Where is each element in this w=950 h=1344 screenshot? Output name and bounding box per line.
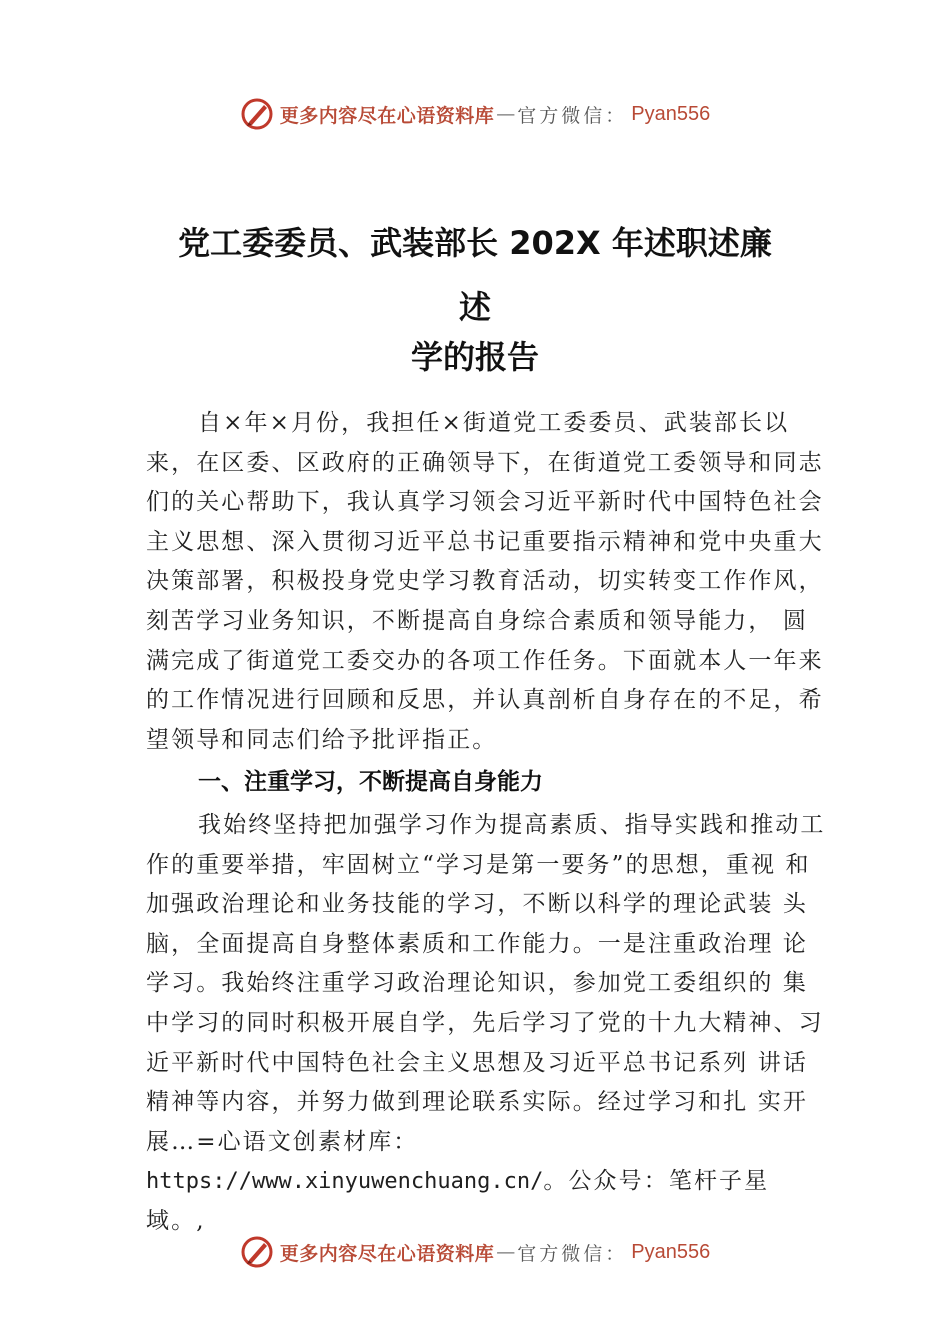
header-banner: [0, 94, 950, 134]
footer-banner: [0, 1232, 950, 1272]
intro-paragraph: 自×年×月份，我担任×街道党工委委员、武装部长以来，在区委、区政府的正确领导下，在街道党工委领导和同志们的关心帮助下，我认真学习领会习近平新时代中国特色社会主义思想、深入贯彻习近平总书记重要指示精神和党中央重大决策部署，积极投身党史学习教育活动，切实转变工作作风，刻苦学习业务知识，不断提高自身综合素质和领导能力， 圆满完成了街道党工委交办的各项工作任务。下面就本人一年来的工作情况进行回顾和反思，并认真剖析自身存在的不足，希望领导和同志们给予批评指正。: [146, 410, 824, 753]
banner-wechat-label: 官方微信：: [517, 104, 628, 127]
document-title-line-1: 党工委委员、武装部长 202X 年述职述廉: [178, 224, 772, 262]
banner-brand-text: 更多内容尽在心语资料库: [279, 104, 495, 127]
section-1-paragraph: [146, 806, 826, 1242]
document-title-line-3: 学的报告: [410, 338, 539, 376]
section-1-heading: 一、注重学习，不断提高自身能力: [198, 769, 543, 795]
section-1-tail: 。公众号：笔杆子星域。,: [146, 1168, 770, 1234]
footer-dash: —: [496, 1241, 516, 1263]
footer-brand-text: 更多内容尽在心语资料库: [279, 1242, 495, 1265]
document-title-line-2: 述: [458, 288, 491, 326]
footer-wechat-label: 官方微信：: [517, 1242, 628, 1265]
footer-wechat-id: Pyan556: [631, 1240, 711, 1263]
section-1-body: 我始终坚持把加强学习作为提高素质、指导实践和推动工作的重要举措，牢固树立“学习是第一要务”的思想，重视 和加强政治理论和业务技能的学习，不断以科学的理论武装 头脑，全面提高自身整体素质和工作能力。一是注重政治理 论学习。我始终注重学习政治理论知识，参加党工委组织的 集中学习的同时积极开展自学，先后学习了党的十九大精神、习近平新时代中国特色社会主义思想及习近平总书记系列 讲话精神等内容，并努力做到理论联系实际。经过学习和扎 实开展…=心语文创素材库：: [146, 812, 826, 1155]
banner-dash: —: [496, 103, 516, 125]
pen-logo-icon: [240, 97, 274, 131]
banner-wechat-id: Pyan556: [631, 102, 711, 125]
source-url-link[interactable]: https://www.xinyuwenchuang.cn/: [146, 1169, 544, 1195]
pen-logo-icon: [240, 1235, 274, 1269]
